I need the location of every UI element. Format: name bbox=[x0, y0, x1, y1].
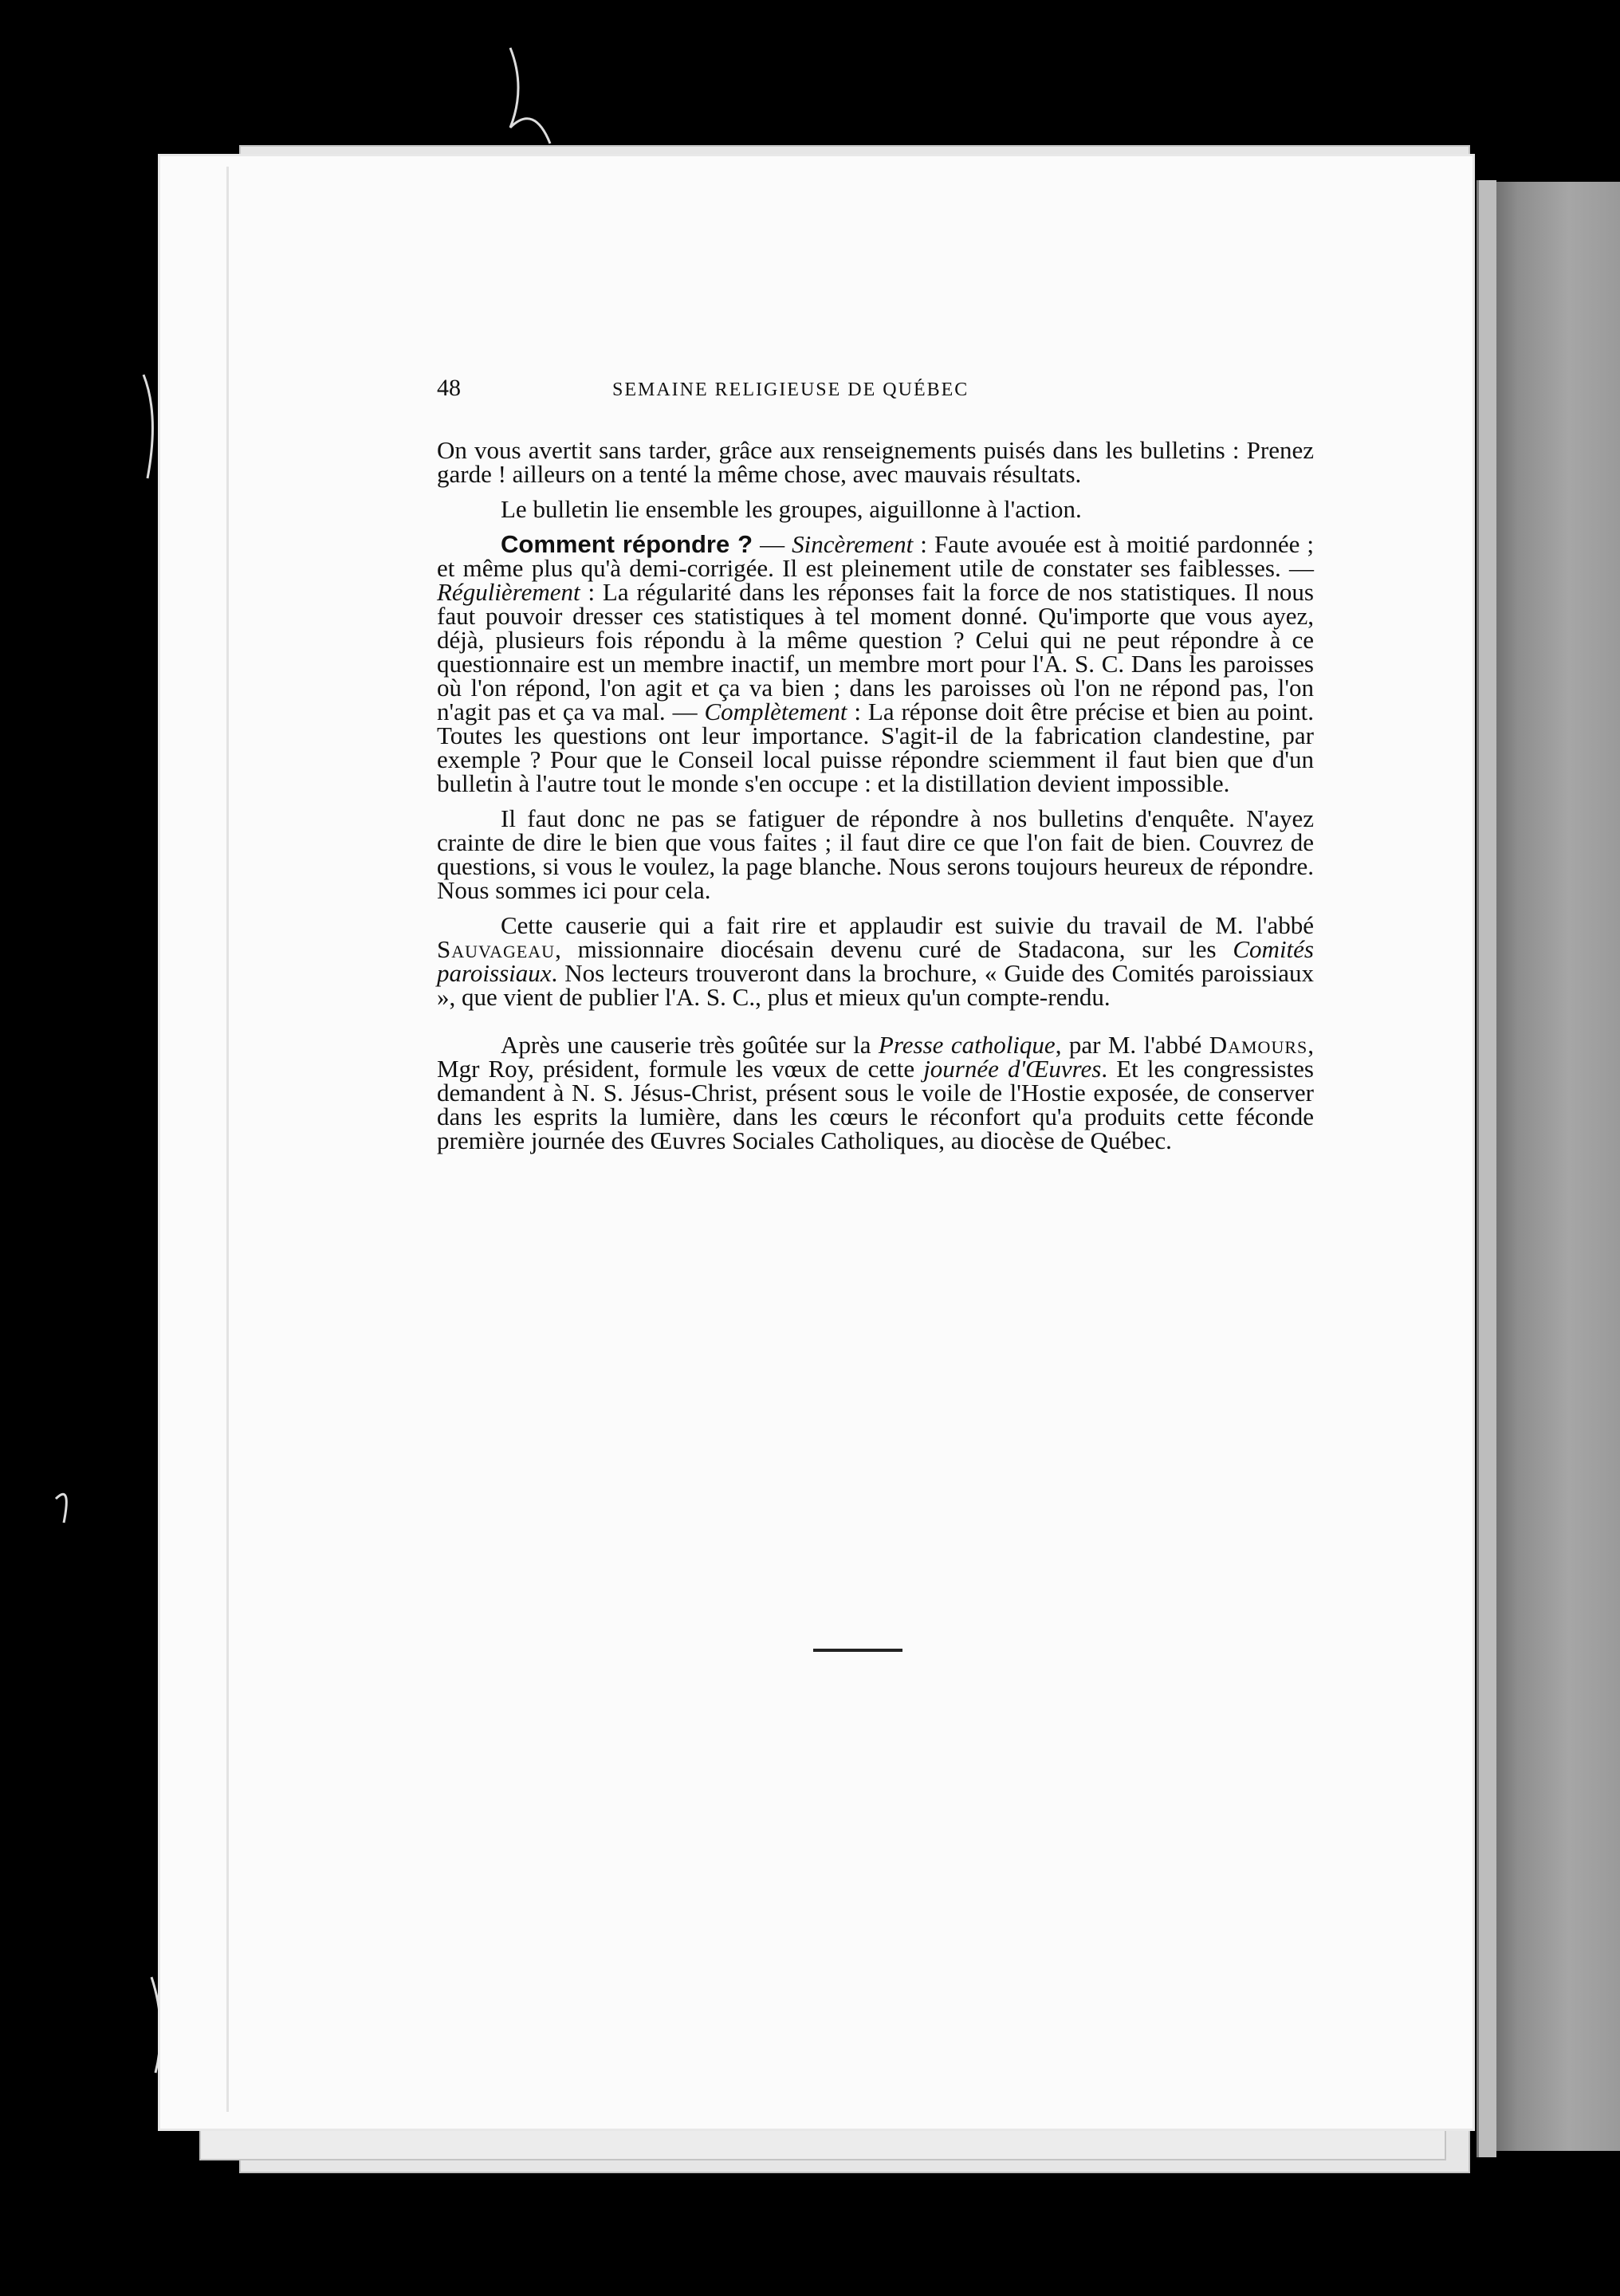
page-number: 48 bbox=[437, 375, 461, 401]
paragraph bbox=[437, 530, 1314, 797]
fiber-mark bbox=[56, 1494, 66, 1523]
paragraph-text: : La régularité dans les réponses fait la force de nos statistiques. Il nous faut pouvoir dresser ces statistiques à tel moment donné. Qu'importe que vous ayez, déjà, plusieurs fois répondu à la même question ? Celui qui ne peut répondre à ce questionnaire est un membre inactif, un membre mort pour l'A. S. C. Dans les paroisses où l'on répond, l'on agit et ça va bien ; dans les paroisses où l'on ne répond pas, l'on n'agit pas et ça va mal. — bbox=[437, 578, 1314, 725]
work-title: journée d'Œuvres bbox=[923, 1055, 1102, 1083]
emphasis-term: Régulièrement bbox=[437, 578, 580, 606]
paragraph: On vous avertit sans tarder, grâce aux renseignements puisés dans les bulletins : Prenez garde ! ailleurs on a tenté la même chose, avec mauvais résultats. bbox=[437, 436, 1314, 488]
person-name: Sauvageau bbox=[437, 935, 556, 963]
running-header bbox=[437, 376, 1314, 415]
work-title: Presse catholique bbox=[878, 1031, 1056, 1059]
paragraph-text: , missionnaire diocésain devenu curé de Stadacona, sur les bbox=[555, 935, 1233, 963]
paragraph-text: , par M. l'abbé bbox=[1055, 1031, 1209, 1059]
section-heading: Comment répondre ? bbox=[501, 530, 753, 558]
paragraph: Il faut donc ne pas se fatiguer de répondre à nos bulletins d'enquête. N'ayez crainte de dire le bien que vous faites ; il faut dire ce que l'on fait de bien. Couvrez de questions, si vous le voulez, la page blanche. Nous serons toujours heureux de répondre. Nous sommes ici pour cela. bbox=[437, 804, 1314, 904]
paragraph-text: . Nos lecteurs trouveront dans la brochure, « Guide des Comités paroissiaux », que vient de publier l'A. S. C., plus et mieux qu'un compte-rendu. bbox=[437, 959, 1314, 1011]
paragraph-text: , Mgr Roy, président, formule les vœux de cette bbox=[437, 1031, 1314, 1083]
paragraph-text: Après une causerie très goûtée sur la bbox=[501, 1031, 879, 1059]
paragraph-text: : La réponse doit être précise et bien au point. Toutes les questions ont leur importance. S'agit-il de la fabrication clandestine, par exemple ? Pour que le Conseil local puisse répondre sciemment il faut bien que d'un bulletin à l'autre tout le monde s'en occupe : et la distillation devient impossible. bbox=[437, 698, 1314, 797]
paragraph bbox=[437, 1033, 1314, 1153]
page-text-column bbox=[437, 376, 1314, 1164]
paragraph-text: : Faute avouée est à moitié pardonnée ; et même plus qu'à demi-corrigée. Il est pleinement utile de constater ses faiblesses. — bbox=[437, 530, 1314, 582]
fiber-mark bbox=[144, 375, 152, 478]
person-name: Damours bbox=[1209, 1031, 1308, 1059]
paragraph bbox=[437, 911, 1314, 1011]
fiber-mark bbox=[510, 48, 550, 144]
running-header-title: SEMAINE RELIGIEUSE DE QUÉBEC bbox=[612, 379, 969, 400]
emphasis-term: Complètement bbox=[704, 698, 847, 725]
end-rule bbox=[813, 1649, 902, 1652]
paragraph-text: Cette causerie qui a fait rire et applaudir est suivie du travail de M. l'abbé bbox=[501, 911, 1314, 939]
paragraph-text: — bbox=[753, 530, 792, 558]
paragraph-text: . Et les congressistes demandent à N. S. Jésus-Christ, présent sous le voile de l'Hostie exposée, de conserver dans les esprits la lumière, dans les cœurs le réconfort qu'a produits cette féconde première journée des Œuvres Sociales Catholiques, au diocèse de Québec. bbox=[437, 1055, 1314, 1154]
page-fold-line bbox=[226, 167, 229, 2112]
work-title: Comités paroissiaux bbox=[437, 935, 1314, 987]
emphasis-term: Sincèrement bbox=[792, 530, 914, 558]
paragraph: Le bulletin lie ensemble les groupes, aiguillonne à l'action. bbox=[501, 495, 1082, 523]
